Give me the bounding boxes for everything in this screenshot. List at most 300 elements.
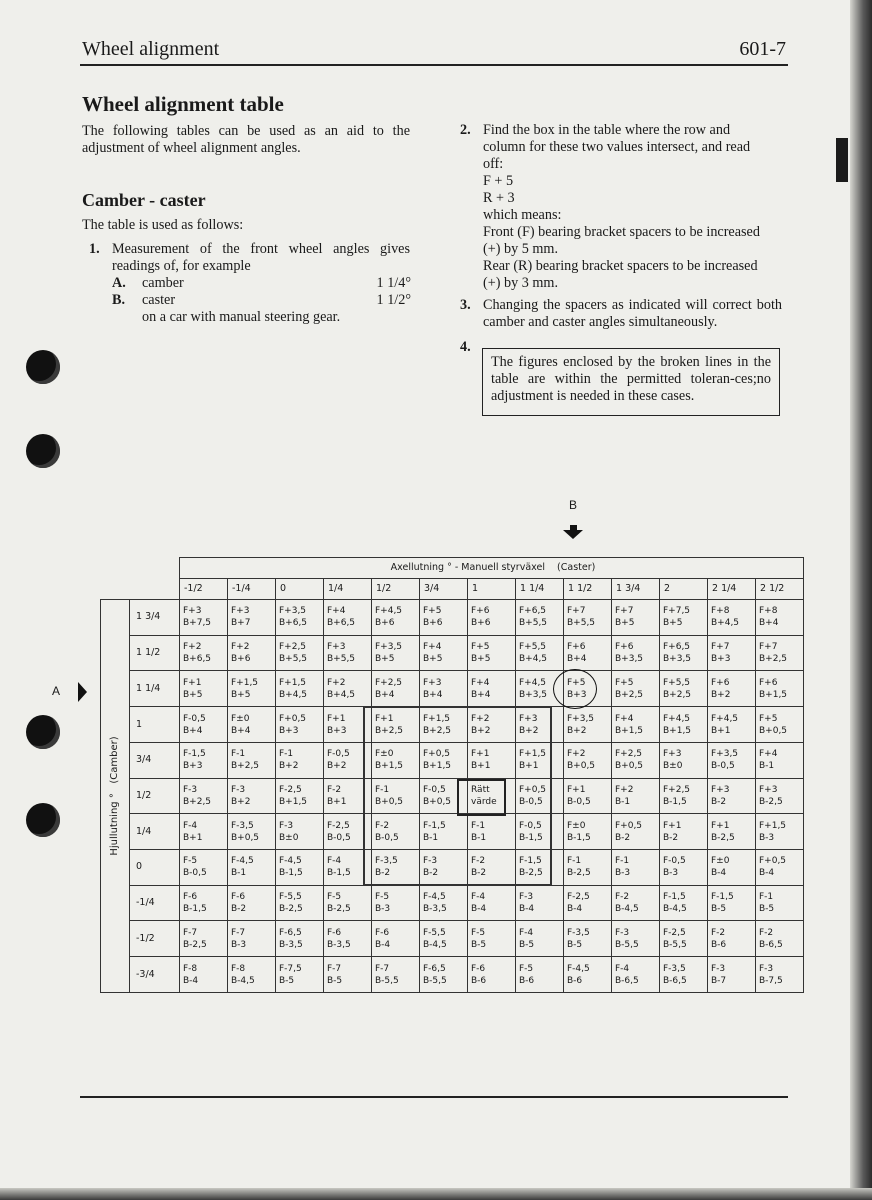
binder-hole	[26, 803, 60, 837]
adjustment-cell	[756, 707, 804, 743]
table-row	[101, 957, 804, 993]
rear-adjustment: B-4	[375, 939, 391, 950]
rear-adjustment: B-5	[327, 975, 343, 986]
camber-row-header: 1/2	[130, 778, 180, 814]
item-value-caster: 1 1/2°	[376, 292, 411, 308]
rear-adjustment: B+1,5	[615, 725, 644, 736]
rear-adjustment: B+2,5	[375, 725, 404, 736]
adjustment-cell	[180, 671, 228, 707]
adjustment-cell	[516, 885, 564, 921]
adjustment-cell	[276, 957, 324, 993]
rear-adjustment: B-6	[471, 975, 487, 986]
front-adjustment: F-4,5	[567, 963, 590, 974]
step-line: F + 5	[483, 173, 514, 189]
front-adjustment: F+5	[759, 713, 778, 724]
rear-adjustment: B-5	[567, 939, 583, 950]
adjustment-cell	[708, 850, 756, 886]
adjustment-cell	[180, 814, 228, 850]
adjustment-cell	[468, 671, 516, 707]
running-header-title: Wheel alignment	[82, 38, 220, 60]
rear-adjustment: B+4	[423, 689, 443, 700]
front-adjustment: F-8	[183, 963, 198, 974]
front-adjustment: F+3,5	[279, 606, 307, 617]
rear-adjustment: B-4	[567, 904, 583, 915]
rear-adjustment: B-1,5	[183, 904, 207, 915]
rear-adjustment: B-2	[471, 868, 487, 879]
front-adjustment: F+1,5	[279, 677, 307, 688]
camber-row-header: 1 3/4	[130, 600, 180, 636]
front-adjustment: F-5	[327, 892, 342, 903]
rear-adjustment: B-5,5	[375, 975, 399, 986]
rear-adjustment: B+3,5	[615, 654, 644, 665]
usage-text: The table is used as follows:	[82, 217, 244, 233]
front-adjustment: F-1	[231, 749, 246, 760]
rear-adjustment: B+0,5	[567, 761, 596, 772]
front-adjustment: F-1	[471, 820, 486, 831]
front-adjustment: F-7,5	[279, 963, 302, 974]
table-row	[101, 707, 804, 743]
front-adjustment: F+8	[759, 606, 778, 617]
rear-adjustment: B-5,5	[423, 975, 447, 986]
rear-adjustment: B+2,5	[615, 689, 644, 700]
section-heading: Wheel alignment table	[82, 92, 284, 116]
adjustment-cell	[564, 707, 612, 743]
front-adjustment: F-5	[375, 892, 390, 903]
adjustment-cell	[180, 600, 228, 636]
adjustment-cell	[420, 957, 468, 993]
adjustment-cell	[180, 707, 228, 743]
adjustment-cell	[756, 850, 804, 886]
adjustment-cell	[612, 635, 660, 671]
table-row	[101, 850, 804, 886]
camber-axis-text: Hjullutning ° (Camber)	[109, 736, 120, 856]
rear-adjustment: B+3	[279, 725, 299, 736]
adjustment-cell	[420, 707, 468, 743]
rear-adjustment: B+3	[711, 654, 731, 665]
caster-column-header: -1/2	[180, 579, 228, 600]
front-adjustment: F-2,5	[327, 820, 350, 831]
step-line: Find the box in the table where the row and	[483, 122, 731, 138]
front-adjustment: F-5	[471, 927, 486, 938]
caster-column-header: 1 1/2	[564, 579, 612, 600]
rear-adjustment: B-4	[183, 975, 199, 986]
front-adjustment: F-4	[615, 963, 630, 974]
table-title: Axellutning ° - Manuell styrväxel (Caster)	[180, 558, 804, 579]
front-adjustment: F+1	[471, 749, 490, 760]
front-adjustment: F+3,5	[567, 713, 595, 724]
adjustment-cell	[468, 850, 516, 886]
front-adjustment: F+0,5	[615, 820, 643, 831]
rear-adjustment: B+6	[375, 618, 395, 629]
adjustment-cell	[228, 814, 276, 850]
rear-adjustment: B-0,5	[711, 761, 735, 772]
table-row	[101, 921, 804, 957]
rear-adjustment: B+2	[567, 725, 587, 736]
caster-column-header: 1 1/4	[516, 579, 564, 600]
step-text: Measurement of the front wheel angles gives readings of, for example	[112, 241, 410, 274]
caster-column-header: 2 1/4	[708, 579, 756, 600]
adjustment-cell	[228, 671, 276, 707]
adjustment-cell	[516, 814, 564, 850]
step-line: Front (F) bearing bracket spacers to be increased	[483, 224, 760, 240]
camber-row-header: 1 1/2	[130, 635, 180, 671]
adjustment-cell	[612, 957, 660, 993]
adjustment-cell	[228, 778, 276, 814]
front-adjustment: F+1	[183, 677, 202, 688]
rear-adjustment: B-2,5	[279, 904, 303, 915]
rear-adjustment: B+6,5	[183, 654, 212, 665]
rear-adjustment: B+5	[231, 689, 251, 700]
front-adjustment: F+2	[231, 642, 250, 653]
front-adjustment: F+1,5	[759, 820, 787, 831]
front-adjustment: F+8	[711, 606, 730, 617]
rear-adjustment: B-5	[759, 904, 775, 915]
front-adjustment: F+3	[423, 677, 442, 688]
camber-row-header: 1 1/4	[130, 671, 180, 707]
rear-adjustment: B-3,5	[423, 904, 447, 915]
front-adjustment: F-4	[519, 927, 534, 938]
front-adjustment: F+2	[183, 642, 202, 653]
rear-adjustment: B+6	[423, 618, 443, 629]
adjustment-cell	[612, 671, 660, 707]
front-adjustment: F+7	[567, 606, 586, 617]
camber-arrow-icon	[78, 682, 87, 702]
adjustment-cell	[516, 671, 564, 707]
rear-adjustment: B-2,5	[567, 868, 591, 879]
front-adjustment: F+3	[327, 642, 346, 653]
front-adjustment: F-1	[615, 856, 630, 867]
adjustment-cell	[660, 921, 708, 957]
front-adjustment: F-0,5	[327, 749, 350, 760]
rear-adjustment: B+5	[375, 654, 395, 665]
front-adjustment: F-7	[183, 927, 198, 938]
adjustment-cell	[516, 778, 564, 814]
front-adjustment: F-5	[519, 963, 534, 974]
adjustment-cell	[180, 778, 228, 814]
rear-adjustment: B+1	[471, 761, 491, 772]
front-adjustment: F-2,5	[663, 927, 686, 938]
adjustment-cell	[612, 742, 660, 778]
adjustment-cell	[324, 671, 372, 707]
adjustment-cell	[564, 671, 612, 707]
rear-adjustment: B+2	[711, 689, 731, 700]
adjustment-cell	[516, 742, 564, 778]
table-row	[101, 814, 804, 850]
rear-adjustment: B+0,5	[759, 725, 788, 736]
front-adjustment: F-3,5	[375, 856, 398, 867]
front-adjustment: F-3	[519, 892, 534, 903]
front-adjustment: F-0,5	[519, 820, 542, 831]
adjustment-cell	[420, 635, 468, 671]
adjustment-cell	[276, 600, 324, 636]
adjustment-cell	[756, 814, 804, 850]
front-adjustment: F+0,5	[759, 856, 787, 867]
step-number: 1.	[89, 241, 100, 257]
adjustment-cell	[324, 707, 372, 743]
front-adjustment: F+7,5	[663, 606, 691, 617]
front-adjustment: F+4	[327, 606, 346, 617]
front-adjustment: F+6,5	[663, 642, 691, 653]
section-tab-mark	[836, 138, 848, 182]
front-adjustment: F+2,5	[615, 749, 643, 760]
caster-column-header: 1 3/4	[612, 579, 660, 600]
adjustment-cell	[708, 885, 756, 921]
adjustment-cell	[276, 921, 324, 957]
adjustment-cell	[756, 921, 804, 957]
front-adjustment: F-5	[183, 856, 198, 867]
front-adjustment: F+4,5	[711, 713, 739, 724]
front-adjustment: F-1,5	[711, 892, 734, 903]
adjustment-cell	[612, 600, 660, 636]
rear-adjustment: B+0,5	[231, 832, 260, 843]
front-adjustment: F+4,5	[663, 713, 691, 724]
front-adjustment: F-1,5	[423, 820, 446, 831]
front-adjustment: F-4	[327, 856, 342, 867]
adjustment-cell	[420, 600, 468, 636]
rear-adjustment: B-4	[471, 904, 487, 915]
front-adjustment: F-6,5	[423, 963, 446, 974]
front-adjustment: F-4	[471, 892, 486, 903]
rear-adjustment: B+5	[423, 654, 443, 665]
adjustment-cell	[564, 600, 612, 636]
caster-column-header: -1/4	[228, 579, 276, 600]
rear-adjustment: B+7,5	[183, 618, 212, 629]
page-number: 601-7	[739, 38, 786, 60]
front-adjustment: F+1,5	[423, 713, 451, 724]
camber-axis-label	[101, 600, 130, 993]
front-adjustment: F-3,5	[567, 927, 590, 938]
adjustment-cell	[756, 600, 804, 636]
front-adjustment: F+6	[759, 677, 778, 688]
front-adjustment: F+2,5	[279, 642, 307, 653]
front-adjustment: F±0	[375, 749, 394, 760]
rear-adjustment: B+6,5	[327, 618, 356, 629]
adjustment-cell	[516, 957, 564, 993]
front-adjustment: F+6	[471, 606, 490, 617]
rear-adjustment: B-0,5	[183, 868, 207, 879]
front-adjustment: F+4,5	[375, 606, 403, 617]
front-adjustment: F+2	[471, 713, 490, 724]
caster-column-header: 2 1/2	[756, 579, 804, 600]
front-adjustment: F-7	[327, 963, 342, 974]
rear-adjustment: B+7	[231, 618, 251, 629]
adjustment-cell	[372, 671, 420, 707]
adjustment-cell	[228, 600, 276, 636]
caster-marker-label: B	[569, 498, 578, 512]
adjustment-cell	[180, 921, 228, 957]
rear-adjustment: B+4,5	[519, 654, 548, 665]
front-adjustment: F+5	[471, 642, 490, 653]
front-adjustment: F+5	[567, 677, 586, 688]
rear-adjustment: B-4,5	[663, 904, 687, 915]
rear-adjustment: B-3,5	[327, 939, 351, 950]
rear-adjustment: B-2,5	[327, 904, 351, 915]
rear-adjustment: B-2	[711, 796, 727, 807]
page-edge-shadow	[850, 0, 872, 1200]
rear-adjustment: B+4	[375, 689, 395, 700]
adjustment-cell	[180, 957, 228, 993]
rear-adjustment: B+5,5	[279, 654, 308, 665]
caster-column-header: 1	[468, 579, 516, 600]
adjustment-cell	[756, 885, 804, 921]
adjustment-cell	[612, 885, 660, 921]
rear-adjustment: B+5	[615, 618, 635, 629]
header-rule	[80, 64, 788, 66]
adjustment-cell	[324, 850, 372, 886]
rear-adjustment: B+2,5	[663, 689, 692, 700]
rear-adjustment: B-5	[279, 975, 295, 986]
rear-adjustment: B-1	[615, 796, 631, 807]
step-tail: on a car with manual steering gear.	[142, 309, 341, 325]
front-adjustment: F-2	[711, 927, 726, 938]
adjustment-cell	[612, 814, 660, 850]
adjustment-cell	[708, 778, 756, 814]
camber-row-header: -1/2	[130, 921, 180, 957]
front-adjustment: F+3	[183, 606, 202, 617]
adjustment-cell	[708, 742, 756, 778]
front-adjustment: F-5,5	[279, 892, 302, 903]
front-adjustment: F±0	[231, 713, 250, 724]
rear-adjustment: B+4	[759, 618, 779, 629]
adjustment-cell	[708, 707, 756, 743]
front-adjustment: F+1	[567, 784, 586, 795]
front-adjustment: F-0,5	[423, 784, 446, 795]
front-adjustment: F-2	[471, 856, 486, 867]
front-adjustment: F+4	[615, 713, 634, 724]
rear-adjustment: B+2,5	[231, 761, 260, 772]
rear-adjustment: B-6,5	[615, 975, 639, 986]
adjustment-cell	[468, 742, 516, 778]
front-adjustment: F+3,5	[375, 642, 403, 653]
adjustment-cell	[708, 671, 756, 707]
caster-column-header: 0	[276, 579, 324, 600]
rear-adjustment: B+4,5	[327, 689, 356, 700]
adjustment-cell	[612, 707, 660, 743]
adjustment-cell	[708, 600, 756, 636]
caster-column-header: 3/4	[420, 579, 468, 600]
front-adjustment: F+1	[375, 713, 394, 724]
adjustment-cell	[564, 957, 612, 993]
rear-adjustment: B+2,5	[183, 796, 212, 807]
rear-adjustment: B+5,5	[327, 654, 356, 665]
front-adjustment: F-4,5	[231, 856, 254, 867]
rear-adjustment: B+5,5	[567, 618, 596, 629]
table-row	[101, 778, 804, 814]
front-adjustment: Rätt	[471, 784, 490, 795]
front-adjustment: F+1	[327, 713, 346, 724]
adjustment-cell	[660, 707, 708, 743]
table-row	[101, 885, 804, 921]
adjustment-cell	[564, 635, 612, 671]
item-name-caster: caster	[142, 292, 176, 308]
adjustment-cell	[420, 850, 468, 886]
rear-adjustment: B+1,5	[279, 796, 308, 807]
adjustment-cell	[228, 957, 276, 993]
rear-adjustment: B-7	[711, 975, 727, 986]
front-adjustment: F-3	[711, 963, 726, 974]
rear-adjustment: B+0,5	[615, 761, 644, 772]
adjustment-cell	[324, 600, 372, 636]
front-adjustment: F+5	[423, 606, 442, 617]
front-adjustment: F+6	[567, 642, 586, 653]
front-adjustment: F-3	[279, 820, 294, 831]
front-adjustment: F+3	[711, 784, 730, 795]
step-number: 4.	[460, 339, 471, 355]
rear-adjustment: B-6	[711, 939, 727, 950]
adjustment-cell	[324, 742, 372, 778]
adjustment-cell	[180, 850, 228, 886]
rear-adjustment: B+3,5	[663, 654, 692, 665]
adjustment-cell	[180, 885, 228, 921]
rear-adjustment: B-0,5	[519, 796, 543, 807]
rear-adjustment: B-1	[759, 761, 775, 772]
rear-adjustment: B+1,5	[423, 761, 452, 772]
front-adjustment: F+3	[759, 784, 778, 795]
caster-column-header: 1/2	[372, 579, 420, 600]
adjustment-cell	[276, 814, 324, 850]
front-adjustment: F-3	[423, 856, 438, 867]
rear-adjustment: B-1	[471, 832, 487, 843]
adjustment-cell	[564, 814, 612, 850]
rear-adjustment: B-3	[231, 939, 247, 950]
adjustment-cell	[516, 921, 564, 957]
front-adjustment: F-1,5	[183, 749, 206, 760]
rear-adjustment: B+0,5	[423, 796, 452, 807]
front-adjustment: F-6,5	[279, 927, 302, 938]
adjustment-cell	[276, 635, 324, 671]
front-adjustment: F+3,5	[711, 749, 739, 760]
adjustment-cell	[564, 921, 612, 957]
front-adjustment: F-6	[183, 892, 198, 903]
front-adjustment: F+6	[711, 677, 730, 688]
rear-adjustment: B+4	[471, 689, 491, 700]
rear-adjustment: B-2,5	[759, 796, 783, 807]
adjustment-cell	[660, 778, 708, 814]
rear-adjustment: B+2	[279, 761, 299, 772]
adjustment-cell	[420, 742, 468, 778]
adjustment-cell	[228, 742, 276, 778]
rear-adjustment: B-1,5	[519, 832, 543, 843]
binder-hole	[26, 434, 60, 468]
front-adjustment: F-4	[183, 820, 198, 831]
front-adjustment: F-1,5	[663, 892, 686, 903]
step-line: R + 3	[483, 190, 515, 206]
front-adjustment: F-3	[231, 784, 246, 795]
rear-adjustment: B-4,5	[423, 939, 447, 950]
rear-adjustment: B-6,5	[759, 939, 783, 950]
adjustment-cell	[180, 635, 228, 671]
rear-adjustment: B±0	[663, 761, 683, 772]
front-adjustment: F-6	[471, 963, 486, 974]
rear-adjustment: B+2	[231, 796, 251, 807]
front-adjustment: F+2	[327, 677, 346, 688]
adjustment-cell	[324, 885, 372, 921]
adjustment-cell	[228, 885, 276, 921]
adjustment-cell	[660, 885, 708, 921]
front-adjustment: F+4	[471, 677, 490, 688]
adjustment-cell	[372, 814, 420, 850]
front-adjustment: F+4,5	[519, 677, 547, 688]
adjustment-cell	[468, 921, 516, 957]
front-adjustment: F+3	[663, 749, 682, 760]
adjustment-cell	[564, 742, 612, 778]
rear-adjustment: värde	[471, 796, 497, 807]
step-number: 3.	[460, 297, 471, 313]
camber-row-header: 1/4	[130, 814, 180, 850]
rear-adjustment: B±0	[279, 832, 299, 843]
front-adjustment: F-3,5	[231, 820, 254, 831]
rear-adjustment: B-2	[663, 832, 679, 843]
